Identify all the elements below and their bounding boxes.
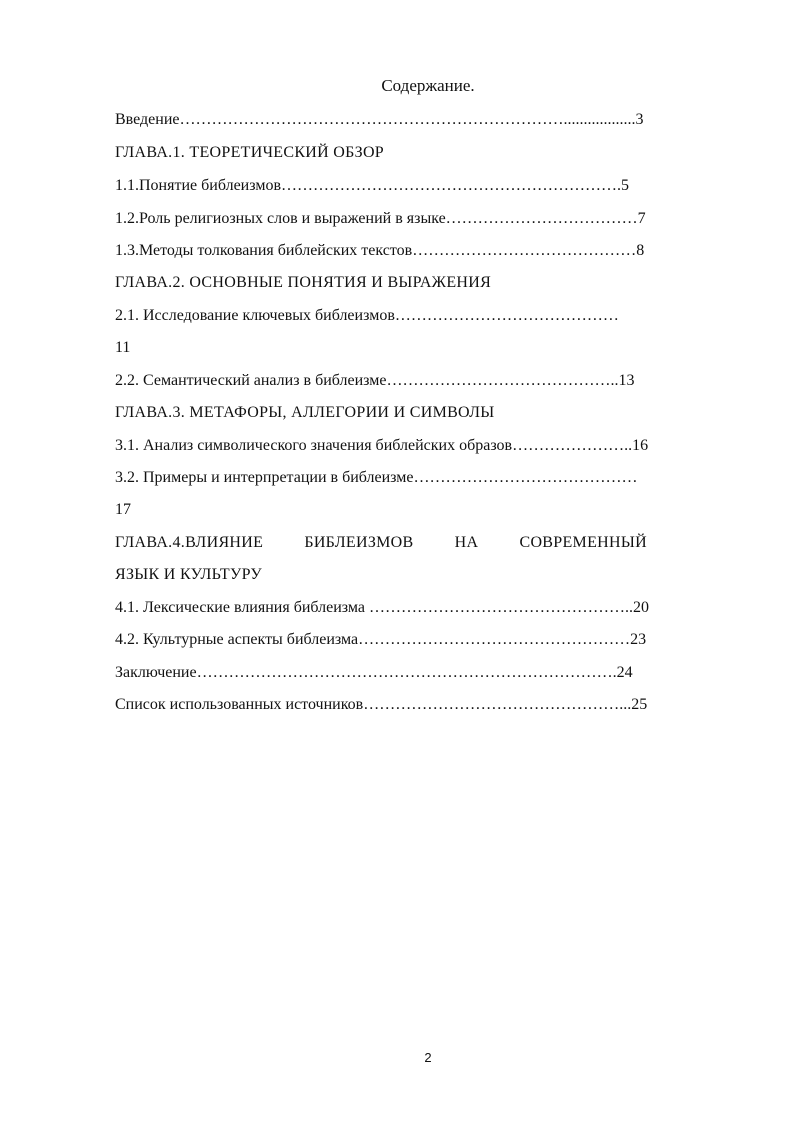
toc-entry-4-1: 4.1. Лексические влияния библеизма …………………………………………..20 bbox=[115, 599, 650, 616]
toc-entry-2-1: 2.1. Исследование ключевых библеизмов…………………………………… bbox=[115, 307, 619, 324]
toc-chapter-4-word: НА bbox=[454, 534, 479, 551]
toc-entry-1-2: 1.2.Роль религиозных слов и выражений в языке………………………………7 bbox=[115, 210, 646, 227]
page-number: 2 bbox=[424, 1050, 432, 1065]
toc-entry-references: Список использованных источников…………………………………………...25 bbox=[115, 696, 648, 713]
toc-chapter-3-heading: ГЛАВА.3. МЕТАФОРЫ, АЛЛЕГОРИИ И СИМВОЛЫ bbox=[115, 404, 495, 421]
toc-entry-conclusion: Заключение…………………………………………………………………….24 bbox=[115, 664, 633, 681]
toc-chapter-4-word: СОВРЕМЕННЫЙ bbox=[519, 534, 647, 551]
toc-chapter-4-heading-cont: ЯЗЫК И КУЛЬТУРУ bbox=[115, 566, 263, 583]
toc-entry-3-1: 3.1. Анализ символического значения библейских образов…………………..16 bbox=[115, 437, 649, 454]
toc-entry-3-2-page: 17 bbox=[115, 501, 131, 518]
toc-entry-2-1-page: 11 bbox=[115, 339, 131, 356]
toc-chapter-1-heading: ГЛАВА.1. ТЕОРЕТИЧЕСКИЙ ОБЗОР bbox=[115, 144, 385, 161]
toc-entry-3-2: 3.2. Примеры и интерпретации в библеизме…………………………………… bbox=[115, 469, 638, 486]
toc-entry-1-1: 1.1.Понятие библеизмов……………………………………………………….5 bbox=[115, 177, 629, 194]
page-title: Содержание. bbox=[381, 76, 475, 95]
toc-chapter-4-heading bbox=[115, 533, 647, 553]
toc-chapter-4-word: БИБЛЕИЗМОВ bbox=[304, 534, 414, 551]
toc-entry-introduction: Введение………………………………………………………………..................3 bbox=[115, 111, 644, 128]
toc-entry-2-2: 2.2. Семантический анализ в библеизме……………………………………..13 bbox=[115, 372, 635, 389]
toc-entry-4-2: 4.2. Культурные аспекты библеизма……………………………………………23 bbox=[115, 631, 647, 648]
toc-chapter-2-heading: ГЛАВА.2. ОСНОВНЫЕ ПОНЯТИЯ И ВЫРАЖЕНИЯ bbox=[115, 274, 492, 291]
toc-chapter-4-word: ГЛАВА.4.ВЛИЯНИЕ bbox=[115, 534, 264, 551]
toc-entry-1-3: 1.3.Методы толкования библейских текстов……………………………………8 bbox=[115, 242, 645, 259]
